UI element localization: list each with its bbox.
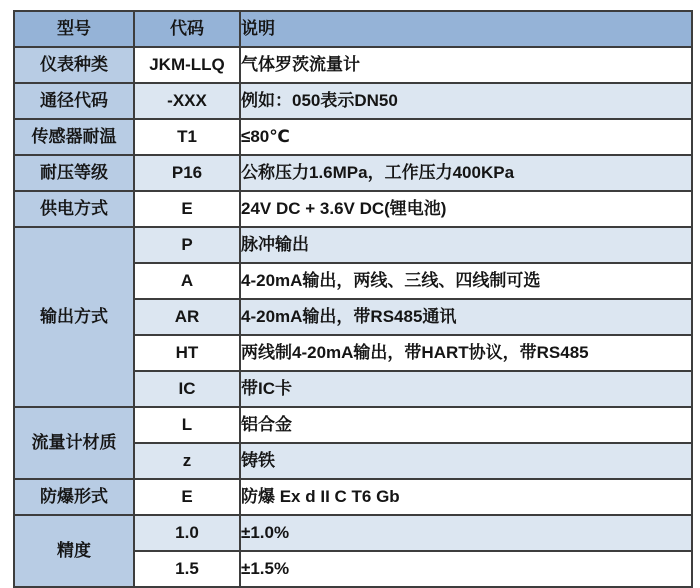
table-row	[14, 47, 692, 83]
row-code: JKM-LLQ	[134, 47, 240, 83]
row-description: 气体罗茨流量计	[240, 47, 692, 83]
row-description: 脉冲输出	[240, 227, 692, 263]
row-description: ≤80℃	[240, 119, 692, 155]
table-row	[14, 155, 692, 191]
row-description: 4-20mA输出，两线、三线、四线制可选	[240, 263, 692, 299]
row-description: 24V DC + 3.6V DC(锂电池)	[240, 191, 692, 227]
spec-table-body	[14, 47, 692, 587]
row-code: HT	[134, 335, 240, 371]
table-row	[14, 515, 692, 551]
row-description: 防爆 Ex d II C T6 Gb	[240, 479, 692, 515]
row-description: ±1.5%	[240, 551, 692, 587]
row-code: -XXX	[134, 83, 240, 119]
row-description: ±1.0%	[240, 515, 692, 551]
row-code: E	[134, 191, 240, 227]
row-code: A	[134, 263, 240, 299]
row-group-label: 输出方式	[14, 227, 134, 407]
row-group-label: 精度	[14, 515, 134, 587]
row-code: z	[134, 443, 240, 479]
row-group-label: 传感器耐温	[14, 119, 134, 155]
row-code: L	[134, 407, 240, 443]
row-code: P	[134, 227, 240, 263]
row-description: 铝合金	[240, 407, 692, 443]
header-desc: 说明	[240, 11, 692, 47]
row-code: IC	[134, 371, 240, 407]
row-code: E	[134, 479, 240, 515]
row-code: P16	[134, 155, 240, 191]
row-code: 1.5	[134, 551, 240, 587]
row-description: 带IC卡	[240, 371, 692, 407]
row-description: 例如：050表示DN50	[240, 83, 692, 119]
row-code: AR	[134, 299, 240, 335]
row-code: T1	[134, 119, 240, 155]
row-group-label: 仪表种类	[14, 47, 134, 83]
table-row	[14, 191, 692, 227]
header-row	[14, 11, 692, 47]
header-code: 代码	[134, 11, 240, 47]
table-row	[14, 119, 692, 155]
row-description: 公称压力1.6MPa，工作压力400KPa	[240, 155, 692, 191]
row-description: 4-20mA输出，带RS485通讯	[240, 299, 692, 335]
row-group-label: 通径代码	[14, 83, 134, 119]
row-group-label: 耐压等级	[14, 155, 134, 191]
table-row	[14, 227, 692, 263]
row-group-label: 流量计材质	[14, 407, 134, 479]
row-code: 1.0	[134, 515, 240, 551]
spec-table	[13, 10, 693, 588]
table-row	[14, 407, 692, 443]
table-row	[14, 83, 692, 119]
header-model: 型号	[14, 11, 134, 47]
row-description: 两线制4-20mA输出，带HART协议，带RS485	[240, 335, 692, 371]
row-group-label: 防爆形式	[14, 479, 134, 515]
row-description: 铸铁	[240, 443, 692, 479]
table-row	[14, 479, 692, 515]
row-group-label: 供电方式	[14, 191, 134, 227]
